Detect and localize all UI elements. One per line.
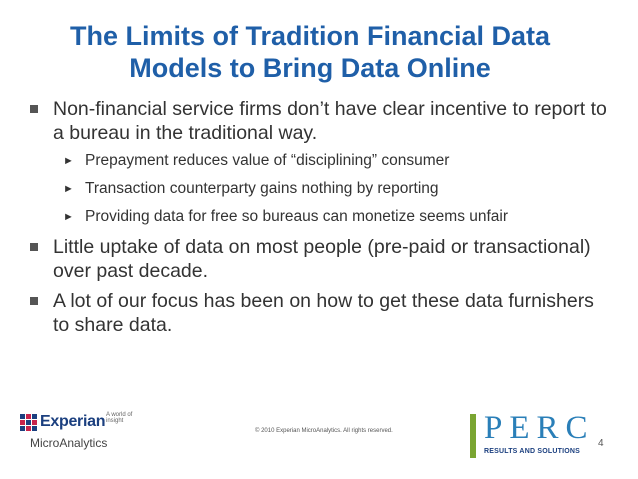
bullet-text: A lot of our focus has been on how to get these data furnishers to share data.	[53, 290, 594, 336]
bullet-text: Non-financial service firms don’t have clear incentive to report to a bureau in the traditional way.	[53, 98, 607, 144]
arrow-bullet-icon: ►	[63, 211, 74, 223]
experian-subbrand: MicroAnalytics	[30, 436, 108, 450]
sub-bullet-item	[53, 207, 608, 227]
copyright-text: © 2010 Experian MicroAnalytics. All rights reserved.	[255, 428, 393, 434]
bullet-text: Little uptake of data on most people (pre-paid or transactional) over past decade.	[53, 236, 591, 282]
sub-bullet-item	[53, 151, 608, 171]
title-line-2: Models to Bring Data Online	[129, 53, 491, 83]
sub-bullet-item	[53, 179, 608, 199]
bullet-item	[28, 97, 608, 227]
experian-logo	[20, 412, 140, 456]
perc-logo	[470, 410, 595, 460]
perc-tagline: RESULTS AND SOLUTIONS	[484, 448, 580, 455]
arrow-bullet-icon: ►	[63, 183, 74, 195]
experian-tagline: A world of insight	[106, 412, 133, 424]
arrow-bullet-icon: ►	[63, 155, 74, 167]
title-line-1: The Limits of Tradition Financial Data	[69, 21, 551, 51]
slide-title	[30, 20, 590, 84]
experian-grid-icon	[20, 414, 38, 432]
bullet-item	[28, 235, 608, 283]
perc-wordmark: PERC	[484, 410, 595, 446]
sub-bullet-text: Transaction counterparty gains nothing by reporting	[85, 180, 439, 197]
experian-wordmark: Experian	[40, 413, 106, 430]
page-number: 4	[598, 438, 604, 449]
square-bullet-icon	[30, 297, 38, 305]
bullet-item	[28, 289, 608, 337]
sub-bullet-list	[53, 151, 608, 227]
perc-accent-bar	[470, 414, 476, 458]
bullet-list	[28, 97, 608, 343]
sub-bullet-text: Providing data for free so bureaus can monetize seems unfair	[85, 208, 509, 225]
square-bullet-icon	[30, 105, 38, 113]
square-bullet-icon	[30, 243, 38, 251]
sub-bullet-text: Prepayment reduces value of “disciplining” consumer	[85, 152, 450, 169]
